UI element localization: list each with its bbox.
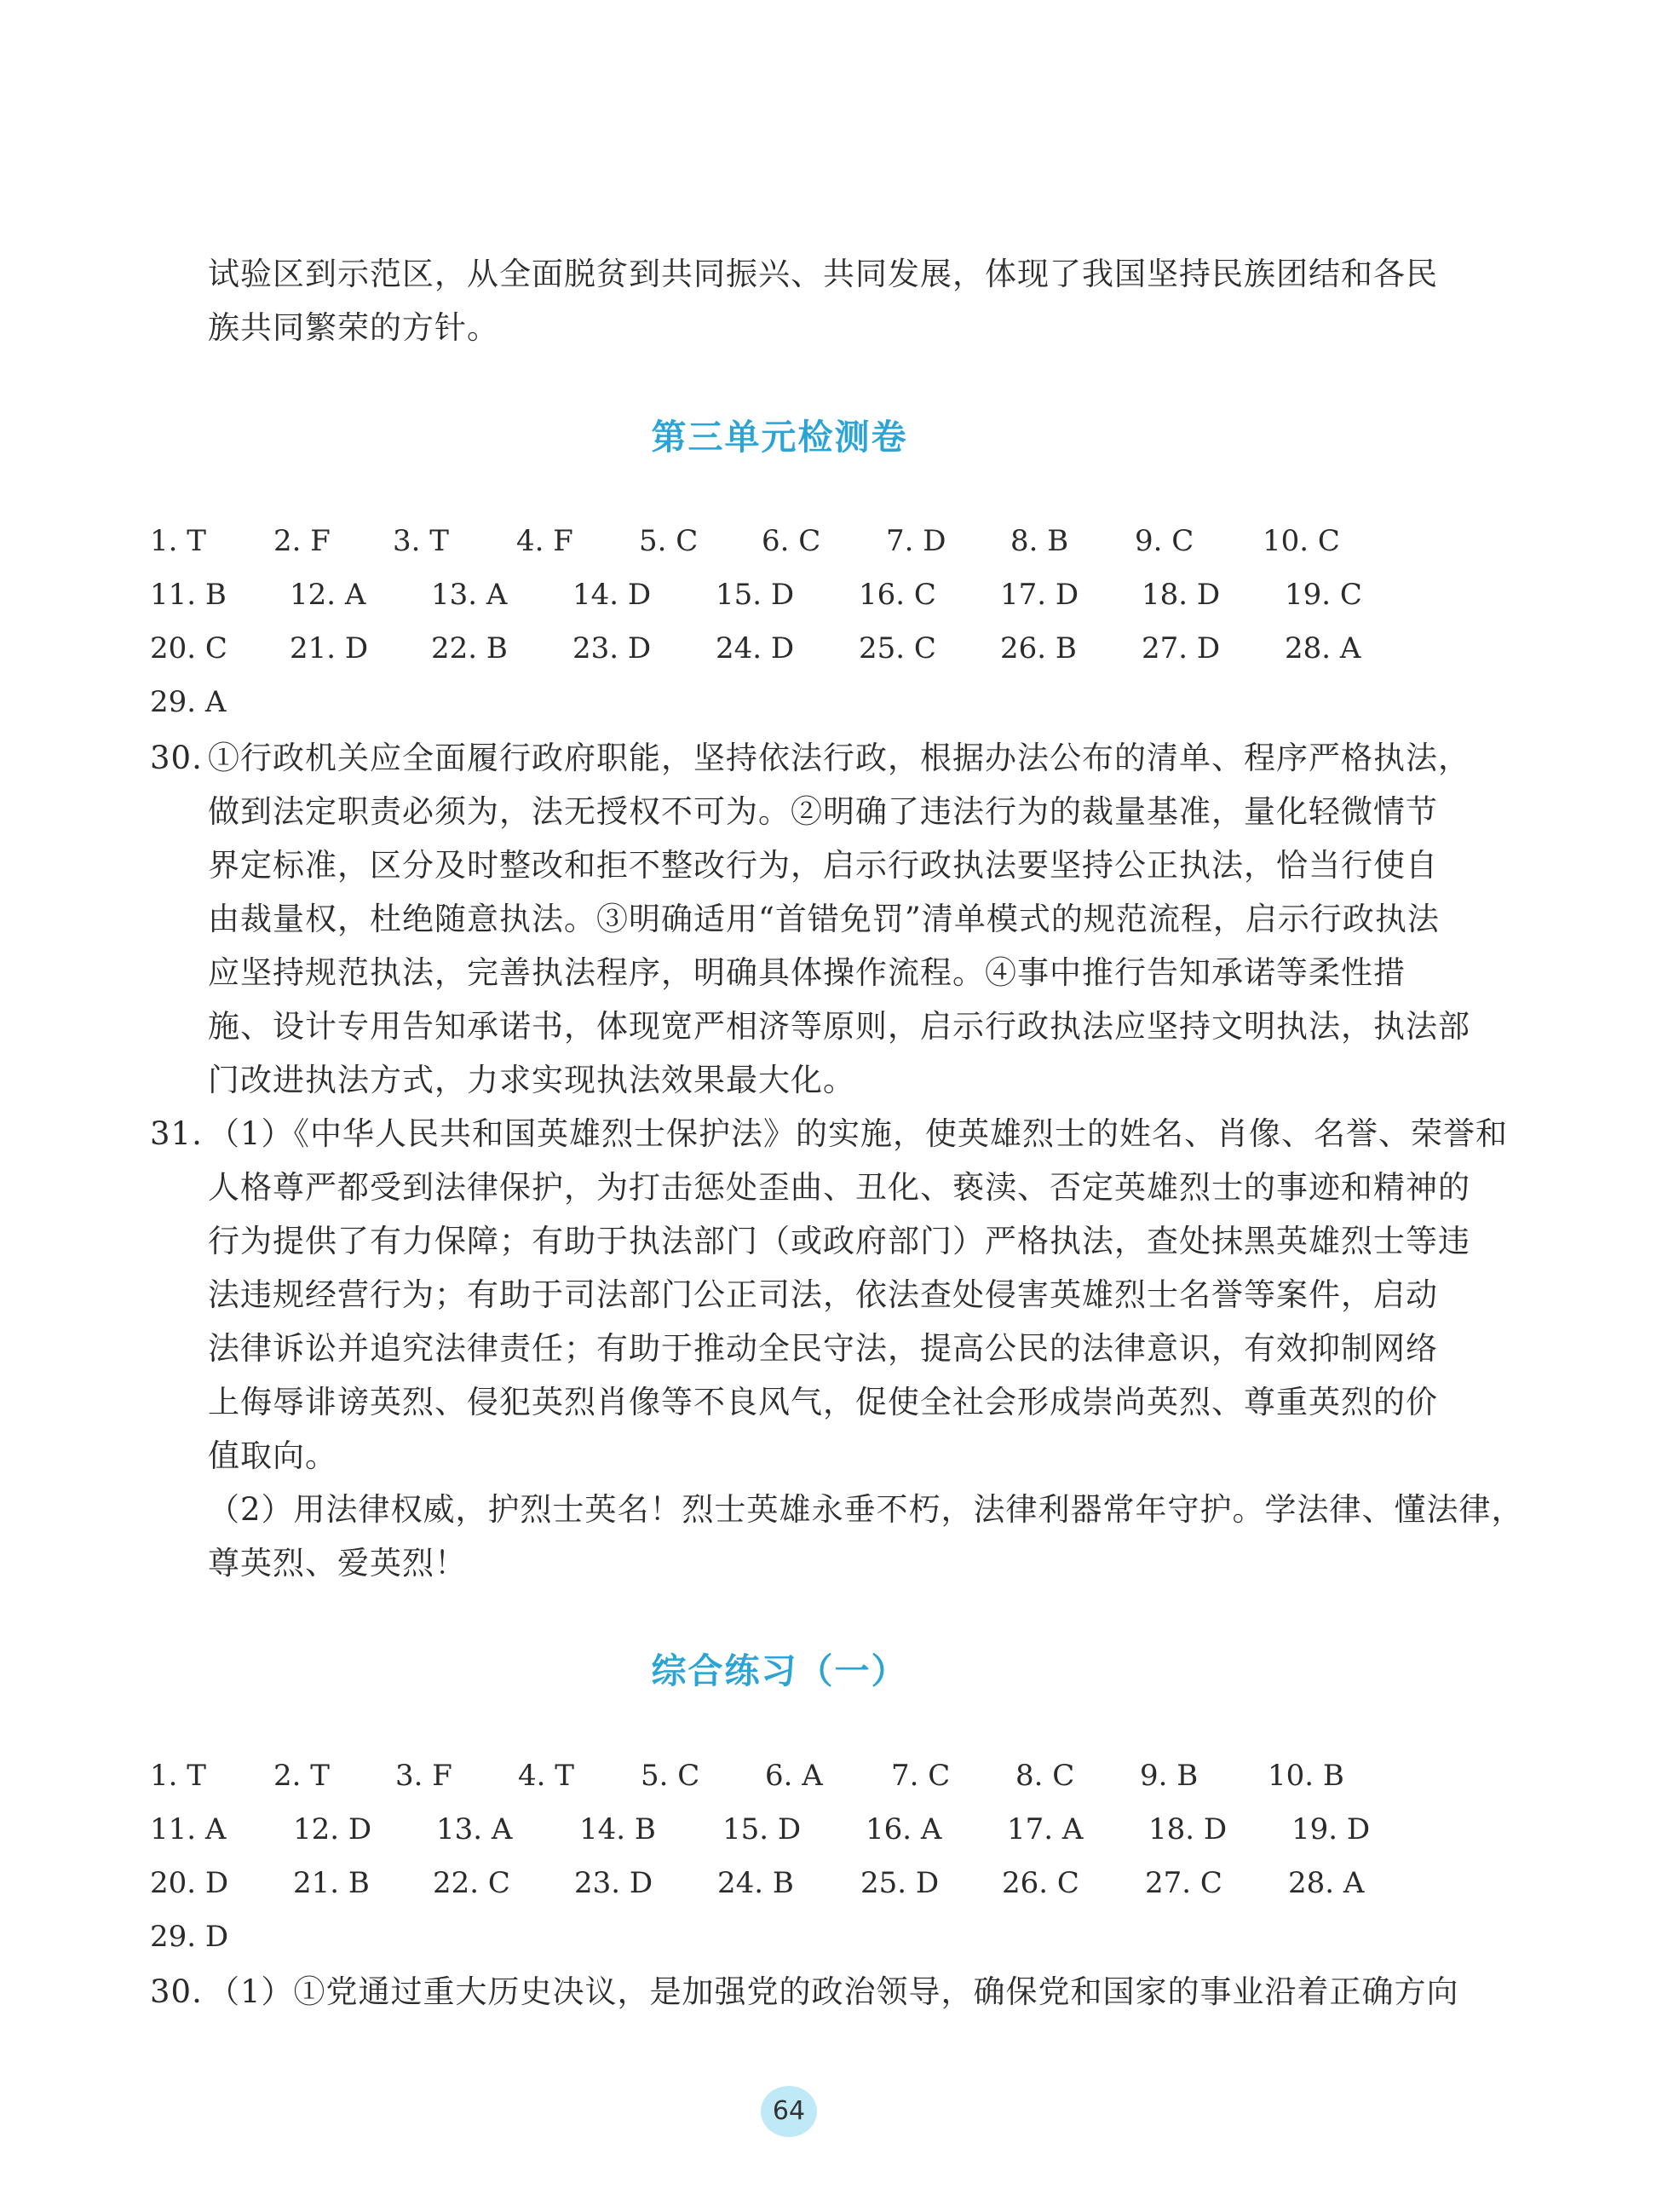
answer-item: 21. B xyxy=(293,1866,370,1900)
answer-item: 11. B xyxy=(150,578,227,612)
answer-row xyxy=(150,623,1462,674)
question-30 xyxy=(150,1965,1459,2019)
answer-item: 24. D xyxy=(716,631,795,665)
answer-item: 17. D xyxy=(1000,578,1079,612)
answer-item: 20. C xyxy=(150,631,227,665)
answer-item: 16. A xyxy=(866,1812,942,1846)
answer-item: 19. D xyxy=(1291,1812,1371,1846)
question-number: 30. xyxy=(150,1973,203,2010)
answer-line: 法违规经营行为；有助于司法部门公正司法，依法查处侵害英雄烈士名誉等案件，启动 xyxy=(208,1276,1438,1313)
answer-line: 值取向。 xyxy=(208,1437,337,1474)
answer-item: 13. A xyxy=(436,1812,513,1846)
answer-item: 3. T xyxy=(393,524,449,558)
question-answer-text xyxy=(208,1107,1524,1590)
answer-item: 4. T xyxy=(518,1759,574,1793)
answer-item: 14. B xyxy=(579,1812,656,1846)
answer-row xyxy=(150,1804,1462,1855)
answer-item: 14. D xyxy=(572,578,652,612)
answer-item: 25. D xyxy=(860,1866,940,1900)
answer-item: 18. D xyxy=(1142,578,1221,612)
answer-line: 尊英烈、爱英烈！ xyxy=(208,1545,467,1581)
answer-item: 23. D xyxy=(572,631,652,665)
answer-item: 24. B xyxy=(717,1866,794,1900)
answer-item: 26. C xyxy=(1002,1866,1079,1900)
answer-item: 10. B xyxy=(1268,1759,1344,1793)
answer-item: 10. C xyxy=(1263,524,1340,558)
answer-item: 3. F xyxy=(395,1759,452,1793)
answer-item: 8. B xyxy=(1010,524,1069,558)
page-number-badge: 64 xyxy=(761,2086,817,2137)
section-title-unit3-test: 第三单元检测卷 xyxy=(651,417,908,458)
answer-item: 19. C xyxy=(1285,578,1362,612)
question-number: 31. xyxy=(150,1115,203,1152)
answer-item: 21. D xyxy=(290,631,369,665)
question-answer-text xyxy=(208,731,1470,1107)
answer-item: 11. A xyxy=(150,1812,227,1846)
answer-item: 27. C xyxy=(1145,1866,1222,1900)
question-30 xyxy=(150,731,1470,1107)
answer-row xyxy=(150,1750,1462,1801)
intro-paragraph xyxy=(208,247,1438,354)
answer-item: 4. F xyxy=(516,524,573,558)
answer-line: 由裁量权，杜绝随意执法。③明确适用“首错免罚”清单模式的规范流程，启示行政执法 xyxy=(208,901,1440,937)
answer-item: 5. C xyxy=(641,1759,700,1793)
answer-item: 15. D xyxy=(716,578,795,612)
question-number: 30. xyxy=(150,740,203,776)
answer-item: 2. F xyxy=(273,524,331,558)
answer-item: 22. B xyxy=(431,631,508,665)
answer-line: （1）①党通过重大历史决议，是加强党的政治领导，确保党和国家的事业沿着正确方向 xyxy=(208,1973,1459,2010)
answer-item: 20. D xyxy=(150,1866,229,1900)
answer-line: （2）用法律权威，护烈士英名！烈士英雄永垂不朽，法律利器常年守护。学法律、懂法律， xyxy=(208,1491,1524,1528)
answer-line: 应坚持规范执法，完善执法程序，明确具体操作流程。④事中推行告知承诺等柔性措 xyxy=(208,954,1406,991)
answer-row xyxy=(150,569,1462,620)
answer-line: 上侮辱诽谤英烈、侵犯英烈肖像等不良风气，促使全社会形成崇尚英烈、尊重英烈的价 xyxy=(208,1384,1438,1420)
answer-item: 8. C xyxy=(1015,1759,1075,1793)
answer-item: 22. C xyxy=(433,1866,510,1900)
answer-line: （1）《中华人民共和国英雄烈士保护法》的实施，使英雄烈士的姓名、肖像、名誉、荣誉和 xyxy=(208,1115,1509,1152)
answer-item: 28. A xyxy=(1285,631,1361,665)
answer-row xyxy=(150,1858,1462,1909)
answer-item: 25. C xyxy=(859,631,936,665)
answer-item: 1. T xyxy=(150,524,206,558)
answer-item: 7. C xyxy=(891,1759,951,1793)
answer-item: 2. T xyxy=(273,1759,330,1793)
answer-line: 行为提供了有力保障；有助于执法部门（或政府部门）严格执法，查处抹黑英雄烈士等违 xyxy=(208,1223,1470,1259)
answer-item: 16. C xyxy=(859,578,936,612)
question-answer-text xyxy=(208,1965,1459,2019)
answer-item: 5. C xyxy=(639,524,699,558)
answer-item: 29. A xyxy=(150,685,227,719)
answer-item: 9. B xyxy=(1140,1759,1199,1793)
answer-item: 17. A xyxy=(1007,1812,1084,1846)
answer-item: 29. D xyxy=(150,1920,229,1954)
answer-row xyxy=(150,1911,1462,1962)
answer-item: 23. D xyxy=(574,1866,653,1900)
intro-line: 试验区到示范区，从全面脱贫到共同振兴、共同发展，体现了我国坚持民族团结和各民 xyxy=(208,256,1438,292)
section-title-practice-1: 综合练习（一） xyxy=(651,1650,908,1691)
answer-line: 界定标准，区分及时整改和拒不整改行为，启示行政执法要坚持公正执法，恰当行使自 xyxy=(208,847,1438,884)
answer-line: 门改进执法方式，力求实现执法效果最大化。 xyxy=(208,1062,855,1098)
answer-item: 28. A xyxy=(1288,1866,1365,1900)
answer-item: 9. C xyxy=(1135,524,1194,558)
answer-item: 15. D xyxy=(722,1812,802,1846)
intro-line: 族共同繁荣的方针。 xyxy=(208,309,499,346)
answer-item: 12. A xyxy=(290,578,366,612)
answer-item: 18. D xyxy=(1148,1812,1228,1846)
answer-line: 法律诉讼并追究法律责任；有助于推动全民守法，提高公民的法律意识，有效抑制网络 xyxy=(208,1330,1438,1367)
answer-item: 1. T xyxy=(150,1759,206,1793)
answer-item: 12. D xyxy=(293,1812,372,1846)
answer-line: ①行政机关应全面履行政府职能，坚持依法行政，根据办法公布的清单、程序严格执法， xyxy=(208,740,1470,776)
answer-item: 6. A xyxy=(765,1759,823,1793)
answer-item: 26. B xyxy=(1000,631,1077,665)
question-31 xyxy=(150,1107,1524,1590)
answer-line: 做到法定职责必须为，法无授权不可为。②明确了违法行为的裁量基准，量化轻微情节 xyxy=(208,793,1438,830)
answer-item: 13. A xyxy=(431,578,508,612)
answer-line: 人格尊严都受到法律保护，为打击惩处歪曲、丑化、亵渎、否定英雄烈士的事迹和精神的 xyxy=(208,1169,1470,1206)
answer-line: 施、设计专用告知承诺书，体现宽严相济等原则，启示行政执法应坚持文明执法，执法部 xyxy=(208,1008,1470,1045)
answer-item: 6. C xyxy=(762,524,821,558)
answer-item: 7. D xyxy=(886,524,946,558)
answer-row xyxy=(150,677,1462,728)
answer-row xyxy=(150,516,1462,567)
answer-item: 27. D xyxy=(1142,631,1221,665)
